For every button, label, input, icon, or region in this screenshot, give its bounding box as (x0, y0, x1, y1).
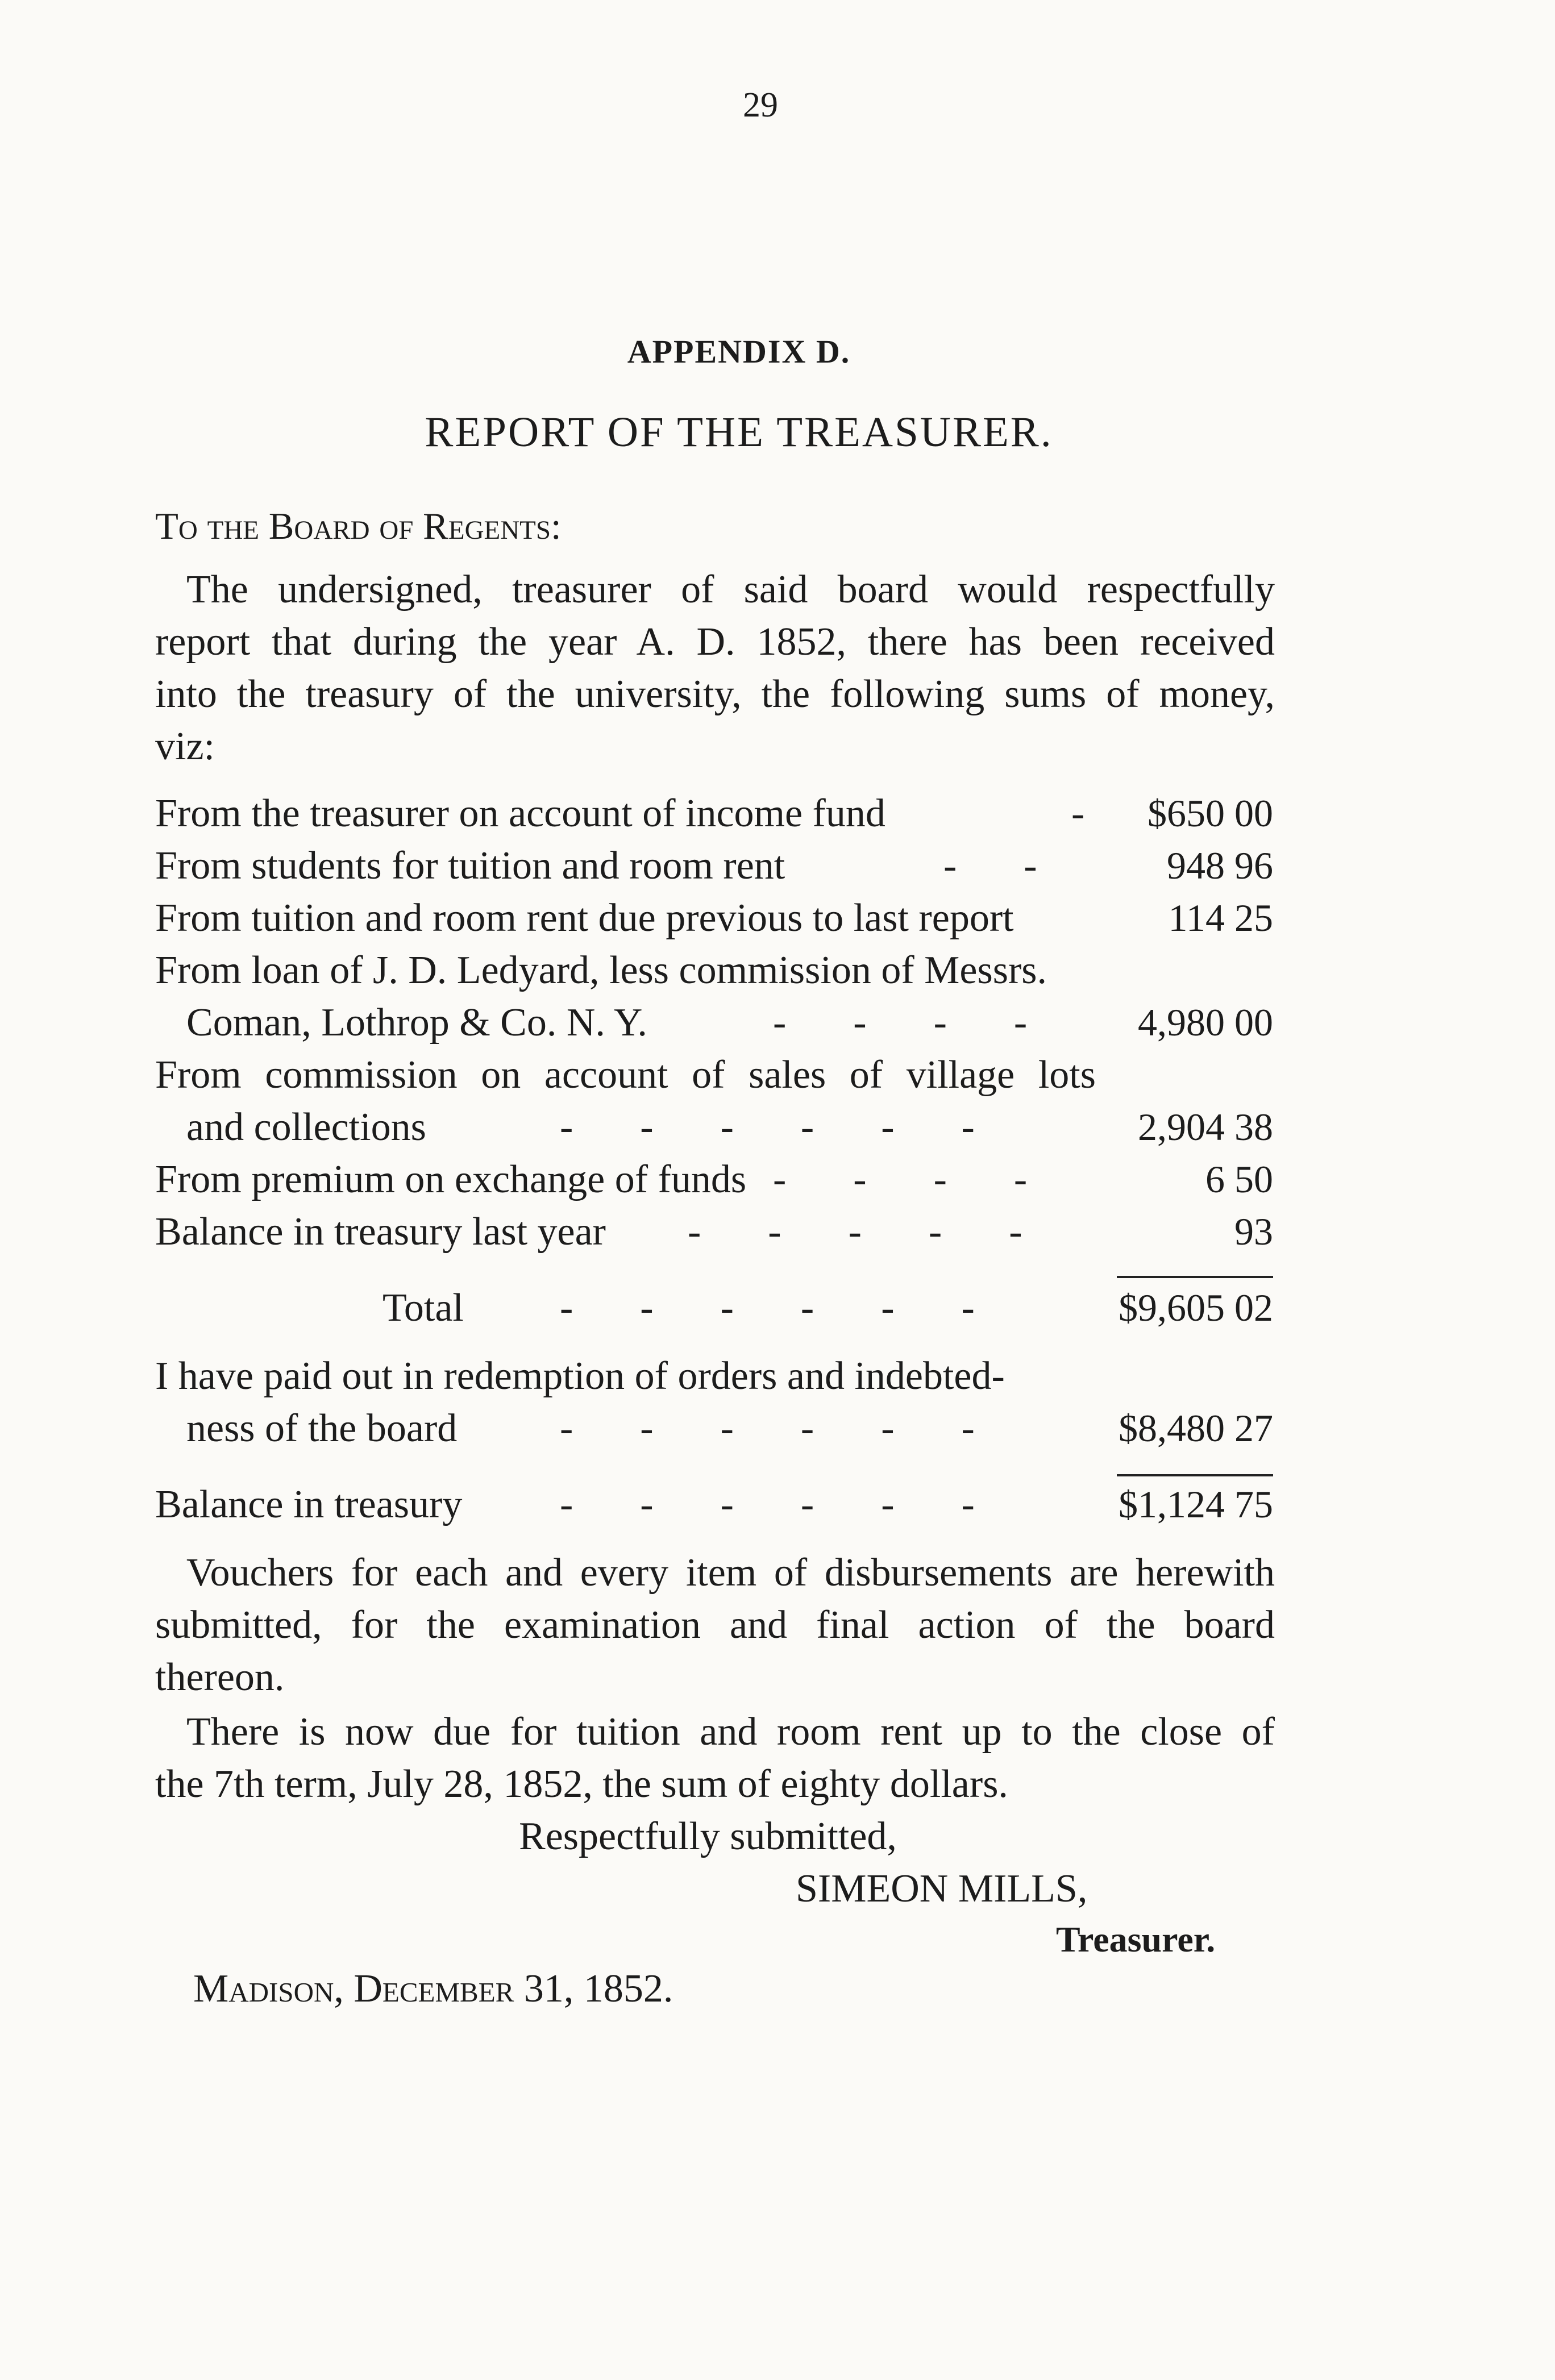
leader-dashes: ------ (560, 1286, 1042, 1330)
receipt-text: From premium on exchange of funds (155, 1158, 747, 1201)
intro-line-3: into the treasury of the university, the following sums of money, (155, 672, 1275, 716)
receipt-amount: $650 00 (1147, 792, 1273, 835)
closing-text: Respectfully submitted, (519, 1815, 897, 1858)
receipt-text: From students for tuition and room rent (155, 844, 785, 888)
leader-dashes: ------ (560, 1483, 1042, 1526)
leader-dashes: -- (943, 844, 1104, 888)
receipt-text-continued: and collections (186, 1105, 426, 1149)
receipt-amount: 948 96 (1167, 844, 1273, 887)
paid-out-text: I have paid out in redemption of orders and indebted- (155, 1354, 1005, 1398)
place-date (193, 1966, 673, 2012)
total-amount: $9,605 02 (1119, 1286, 1273, 1329)
receipt-text: Balance in treasury last year (155, 1210, 606, 1254)
vouchers-line-2: submitted, for the examination and final action of the board (155, 1603, 1275, 1647)
vouchers-line-1: Vouchers for each and every item of disbursements are herewith (186, 1551, 1275, 1595)
receipt-amount: 4,980 00 (1138, 1001, 1273, 1044)
receipt-text-continued: Coman, Lothrop & Co. N. Y. (186, 1001, 647, 1045)
receipt-text: From tuition and room rent due previous to last report (155, 896, 1014, 940)
leader-dashes: ------ (560, 1407, 1042, 1450)
receipt-amount: 2,904 38 (1138, 1105, 1273, 1149)
leader-dashes: ---- (773, 1158, 1095, 1201)
receipt-text: From commission on account of sales of village lots (155, 1053, 1096, 1097)
place-date-text: Madison, December 31, 1852. (193, 1967, 673, 2011)
leader-dashes: - (1071, 792, 1152, 835)
difference-rule (1117, 1474, 1273, 1476)
balance-label: Balance in treasury (155, 1483, 463, 1526)
due-line-2: the 7th term, July 28, 1852, the sum of eighty dollars. (155, 1762, 1008, 1806)
leader-dashes: ----- (688, 1210, 1090, 1254)
leader-dashes: ------ (560, 1105, 1042, 1149)
appendix-title: APPENDIX D. (627, 333, 851, 370)
paid-out-text-continued: ness of the board (186, 1407, 458, 1450)
intro-line-1: The undersigned, treasurer of said board would respectfully (186, 568, 1275, 611)
leader-dashes: ---- (773, 1001, 1095, 1045)
total-label: Total (382, 1286, 464, 1330)
vouchers-line-3: thereon. (155, 1655, 285, 1699)
receipt-amount: 93 (1234, 1210, 1273, 1253)
intro-line-2: report that during the year A. D. 1852, there has been received (155, 620, 1275, 664)
signature-name: SIMEON MILLS, (796, 1867, 1088, 1911)
sum-rule (1117, 1276, 1273, 1278)
report-heading: REPORT OF THE TREASURER. (425, 409, 1053, 456)
receipt-text: From the treasurer on account of income fund (155, 792, 885, 835)
receipt-amount: 114 25 (1168, 896, 1273, 939)
receipt-amount: 6 50 (1205, 1158, 1273, 1201)
balance-amount: $1,124 75 (1119, 1483, 1273, 1526)
paid-out-amount: $8,480 27 (1119, 1407, 1273, 1450)
page-number: 29 (743, 86, 778, 124)
signature-title: Treasurer. (1056, 1919, 1216, 1959)
salutation: To the Board of Regents: (155, 505, 562, 547)
intro-line-4: viz: (155, 725, 215, 768)
due-line-1: There is now due for tuition and room rent up to the close of (186, 1710, 1275, 1754)
receipt-text: From loan of J. D. Ledyard, less commission of Messrs. (155, 948, 1047, 992)
